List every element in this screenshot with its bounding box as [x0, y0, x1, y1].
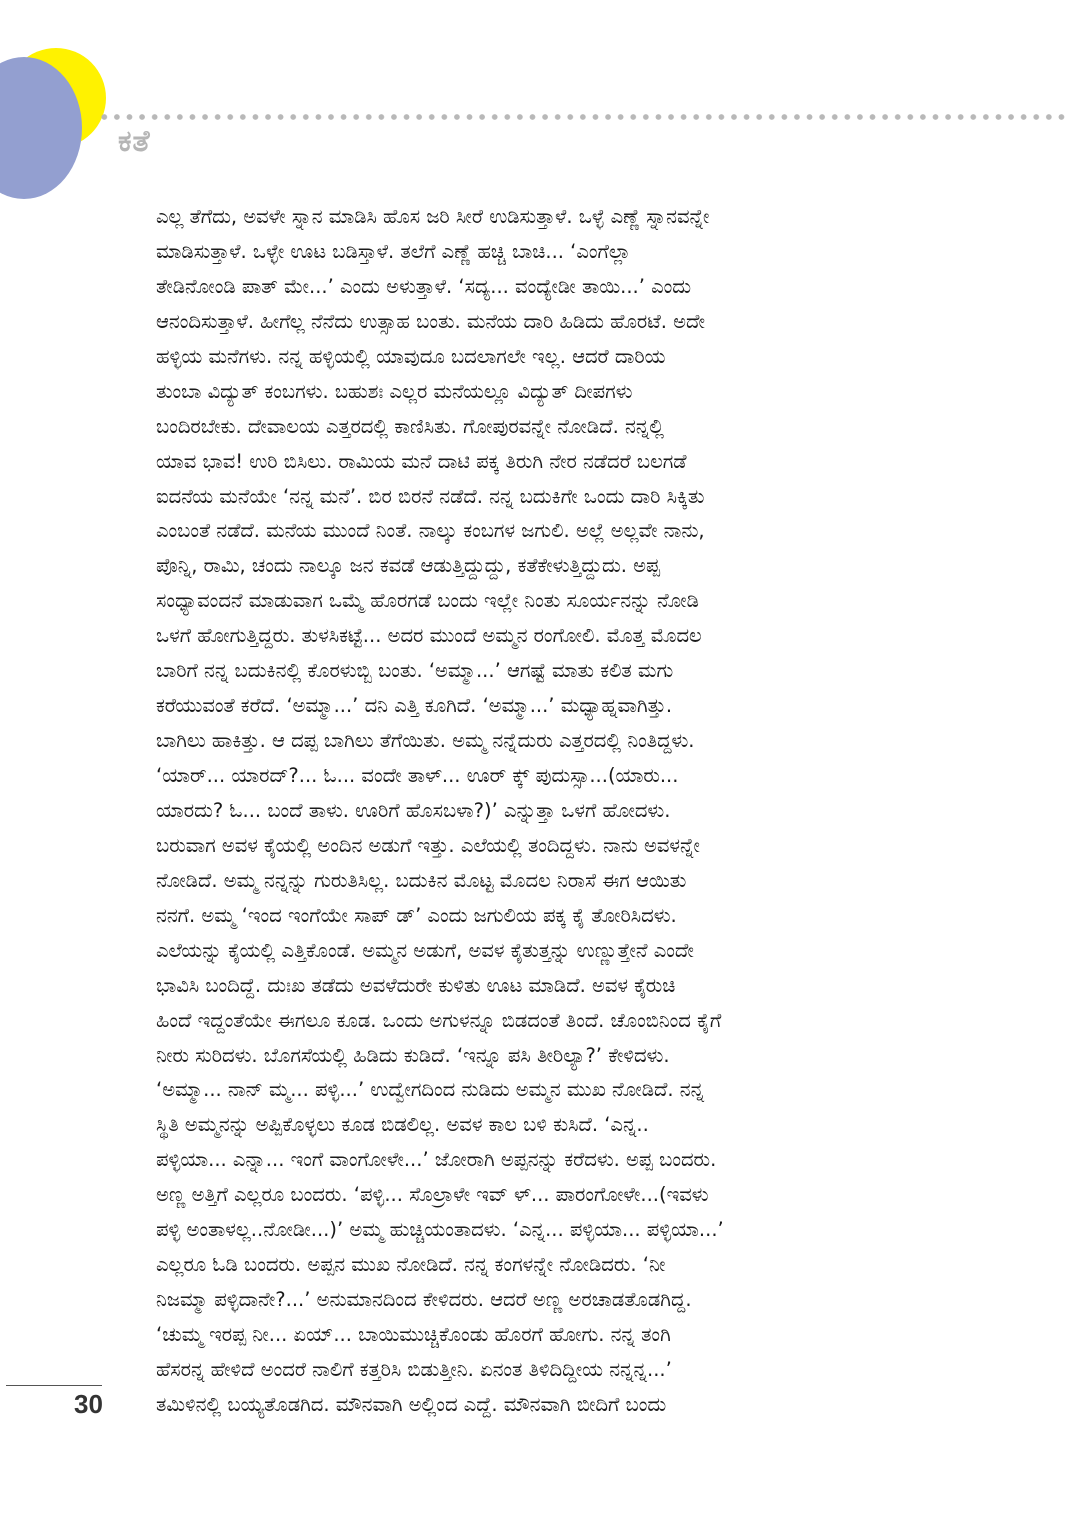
text-line: ಬಾರಿಗೆ ನನ್ನ ಬದುಕಿನಲ್ಲಿ ಕೊರಳುಬ್ಬಿ ಬಂತು. ‘ಅಮ್ಮಾ...’ ಆಗಷ್ಟೆ ಮಾತು ಕಲಿತ ಮಗು: [156, 659, 674, 683]
text-line: ಐದನೆಯ ಮನೆಯೇ ‘ನನ್ನ ಮನೆ’. ಬಿರ ಬಿರನೆ ನಡೆದೆ. ನನ್ನ ಬದುಕಿಗೇ ಒಂದು ದಾರಿ ಸಿಕ್ಕಿತು: [156, 484, 705, 508]
dotted-header-rule: [98, 113, 1066, 121]
text-line: ಸಂಧ್ಯಾವಂದನೆ ಮಾಡುವಾಗ ಒಮ್ಮೆ ಹೊರಗಡೆ ಬಂದು ಇಲ್ಲೇ ನಿಂತು ಸೂರ್ಯನನ್ನು ನೋಡಿ: [156, 589, 699, 613]
text-line: ಪೊನ್ನಿ, ರಾಮಿ, ಚಂದು ನಾಲ್ಕೂ ಜನ ಕವಡೆ ಆಡುತ್ತಿದ್ದುದ್ದು, ಕತೆಕೇಳುತ್ತಿದ್ದುದು. ಅಪ್ಪ: [156, 554, 661, 578]
text-line: ಮಾಡಿಸುತ್ತಾಳೆ. ಒಳ್ಳೇ ಊಟ ಬಡಿಸ್ತಾಳೆ. ತಲೆಗೆ ಎಣ್ಣೆ ಹಚ್ಚಿ ಬಾಚಿ... ‘ಎಂಗೆಲ್ಲಾ: [156, 239, 631, 263]
section-label: ಕತೆ: [118, 124, 151, 159]
text-line: ಎಲೆಯನ್ನು ಕೈಯಲ್ಲಿ ಎತ್ತಿಕೊಂಡೆ. ಅಮ್ಮನ ಅಡುಗೆ, ಅವಳ ಕೈತುತ್ತನ್ನು ಉಣ್ಣುತ್ತೇನೆ ಎಂದೇ: [156, 938, 694, 962]
text-line: ಸ್ಥಿತಿ ಅಮ್ಮನನ್ನು ಅಪ್ಪಿಕೊಳ್ಳಲು ಕೂಡ ಬಿಡಲಿಲ್ಲ. ಅವಳ ಕಾಲ ಬಳಿ ಕುಸಿದೆ. ‘ಎನ್ನ..: [156, 1113, 649, 1137]
text-line: ಬಂದಿರಬೇಕು. ದೇವಾಲಯ ಎತ್ತರದಲ್ಲಿ ಕಾಣಿಸಿತು. ಗೋಪುರವನ್ನೇ ನೋಡಿದೆ. ನನ್ನಲ್ಲಿ: [156, 414, 665, 438]
text-line: ನೋಡಿದೆ. ಅಮ್ಮ ನನ್ನನ್ನು ಗುರುತಿಸಿಲ್ಲ. ಬದುಕಿನ ಮೊಟ್ಟ ಮೊದಲ ನಿರಾಸೆ ಈಗ ಆಯಿತು: [156, 868, 687, 892]
text-line: ನಿಜಮ್ಮಾ ಪಳ್ಳಿದಾನೇ?...’ ಅನುಮಾನದಿಂದ ಕೇಳಿದರು. ಆದರೆ ಅಣ್ಣ ಅರಚಾಡತೊಡಗಿದ್ದ.: [156, 1288, 692, 1312]
footer-rule: [6, 1385, 102, 1386]
text-line: ಎಲ್ಲರೂ ಓಡಿ ಬಂದರು. ಅಪ್ಪನ ಮುಖ ನೋಡಿದೆ. ನನ್ನ ಕಂಗಳನ್ನೇ ನೋಡಿದರು. ‘ನೀ: [156, 1253, 666, 1277]
text-line: ಅಣ್ಣ ಅತ್ತಿಗೆ ಎಲ್ಲರೂ ಬಂದರು. ‘ಪಳ್ಳಿ... ಸೊಲ್ರಾಳೇ ಇವ್ ಳ್... ಪಾರಂಗೋಳೇ...(ಇವಳು: [156, 1183, 709, 1207]
text-line: ಪಳ್ಳಿ ಅಂತಾಳಲ್ಲ..ನೋಡೀ...)’ ಅಮ್ಮ ಹುಚ್ಚಿಯಂತಾದಳು. ‘ಎನ್ನ... ಪಳ್ಳಿಯಾ... ಪಳ್ಳಿಯಾ...’: [156, 1218, 724, 1242]
text-line: ಹಳ್ಳಿಯ ಮನೆಗಳು. ನನ್ನ ಹಳ್ಳಿಯಲ್ಲಿ ಯಾವುದೂ ಬದಲಾಗಲೇ ಇಲ್ಲ. ಆದರೆ ದಾರಿಯ: [156, 344, 666, 368]
text-line: ಕರೆಯುವಂತೆ ಕರೆದೆ. ‘ಅಮ್ಮಾ...’ ದನಿ ಎತ್ತಿ ಕೂಗಿದೆ. ‘ಅಮ್ಮಾ...’ ಮಧ್ಯಾಹ್ನವಾಗಿತ್ತು.: [156, 694, 673, 718]
text-line: ಬಾಗಿಲು ಹಾಕಿತ್ತು. ಆ ದಪ್ಪ ಬಾಗಿಲು ತೆಗೆಯಿತು. ಅಮ್ಮ ನನ್ನೆದುರು ಎತ್ತರದಲ್ಲಿ ನಿಂತಿದ್ದಳು.: [156, 729, 695, 753]
text-line: ಎಲ್ಲ ತೆಗೆದು, ಅವಳೇ ಸ್ನಾನ ಮಾಡಿಸಿ ಹೊಸ ಜರಿ ಸೀರೆ ಉಡಿಸುತ್ತಾಳೆ. ಒಳ್ಳೆ ಎಣ್ಣೆ ಸ್ನಾನವನ್ನೇ: [156, 205, 710, 228]
text-line: ಹೆಸರನ್ನ ಹೇಳಿದೆ ಅಂದರೆ ನಾಲಿಗೆ ಕತ್ತರಿಸಿ ಬಿಡುತ್ತೀನಿ. ಏನಂತ ತಿಳಿದಿದ್ದೀಯ ನನ್ನನ್ನ...’: [156, 1357, 672, 1381]
text-line: ‘ಯಾರ್... ಯಾರದ್?... ಓ... ವಂದೇ ತಾಳ್... ಊರ್ ಕ್ಕ್ ಪುದುಸ್ಸಾ...(ಯಾರು...: [156, 764, 679, 787]
text-line: ಯಾರದು? ಓ... ಬಂದೆ ತಾಳು. ಊರಿಗೆ ಹೊಸಬಳಾ?)’ ಎನ್ನುತ್ತಾ ಒಳಗೆ ಹೋದಳು.: [156, 798, 671, 822]
text-line: ತುಂಬಾ ವಿದ್ಯುತ್ ಕಂಬಗಳು. ಬಹುಶಃ ಎಲ್ಲರ ಮನೆಯಲ್ಲೂ ವಿದ್ಯುತ್ ದೀಪಗಳು: [156, 379, 633, 403]
text-line: ನನಗೆ. ಅಮ್ಮ ‘ಇಂದ ಇಂಗೆಯೇ ಸಾಪ್ ಡ್’ ಎಂದು ಜಗುಲಿಯ ಪಕ್ಕ ಕೈ ತೋರಿಸಿದಳು.: [156, 903, 677, 927]
text-line: ಹಿಂದೆ ಇದ್ದಂತೆಯೇ ಈಗಲೂ ಕೂಡ. ಒಂದು ಅಗುಳನ್ನೂ ಬಿಡದಂತೆ ತಿಂದೆ. ಚೊಂಬಿನಿಂದ ಕೈಗೆ: [156, 1008, 722, 1032]
text-line: ನೀರು ಸುರಿದಳು. ಬೊಗಸೆಯಲ್ಲಿ ಹಿಡಿದು ಕುಡಿದೆ. ‘ಇನ್ನೂ ಪಸಿ ತೀರಿಲ್ಯಾ?’ ಕೇಳಿದಳು.: [156, 1043, 670, 1067]
text-line: ತೇಡಿನೋಂಡಿ ಪಾತ್ ಮೇ...’ ಎಂದು ಅಳುತ್ತಾಳೆ. ‘ಸದ್ಯ... ವಂದ್ಯೇಡೀ ತಾಯಿ...’ ಎಂದು: [156, 274, 692, 298]
text-line: ಪಳ್ಳಿಯಾ... ಎನ್ನಾ... ಇಂಗೆ ವಾಂಗೋಳೇ...’ ಜೋರಾಗಿ ಅಪ್ಪನನ್ನು ಕರೆದಳು. ಅಪ್ಪ ಬಂದರು.: [156, 1148, 717, 1172]
text-line: ಒಳಗೆ ಹೋಗುತ್ತಿದ್ದರು. ತುಳಸಿಕಟ್ಟೆ... ಅದರ ಮುಂದೆ ಅಮ್ಮನ ರಂಗೋಲಿ. ಮೊತ್ತ ಮೊದಲ: [156, 624, 702, 648]
text-line: ‘ಅಮ್ಮಾ... ನಾನ್ ಮ್ಮ... ಪಳ್ಳಿ...’ ಉದ್ವೇಗದಿಂದ ನುಡಿದು ಅಮ್ಮನ ಮುಖ ನೋಡಿದೆ. ನನ್ನ: [156, 1078, 705, 1102]
text-line: ಆನಂದಿಸುತ್ತಾಳೆ. ಹೀಗೆಲ್ಲ ನೆನೆದು ಉತ್ಸಾಹ ಬಂತು. ಮನೆಯ ದಾರಿ ಹಿಡಿದು ಹೊರಟೆ. ಅದೇ: [156, 309, 706, 333]
page-number: 30: [74, 1389, 103, 1419]
text-line: ಎಂಬಂತೆ ನಡೆದೆ. ಮನೆಯ ಮುಂದೆ ನಿಂತೆ. ನಾಲ್ಕು ಕಂಬಗಳ ಜಗುಲಿ. ಅಲ್ಲೆ ಅಲ್ಲವೇ ನಾನು,: [156, 519, 705, 543]
story-body-text: [156, 200, 916, 1423]
text-line: ಯಾವ ಭಾವ! ಉರಿ ಬಿಸಿಲು. ರಾಮಿಯ ಮನೆ ದಾಟಿ ಪಕ್ಕ ತಿರುಗಿ ನೇರ ನಡೆದರೆ ಬಲಗಡೆ: [156, 449, 687, 473]
text-line: ಬರುವಾಗ ಅವಳ ಕೈಯಲ್ಲಿ ಅಂದಿನ ಅಡುಗೆ ಇತ್ತು. ಎಲೆಯಲ್ಲಿ ತಂದಿದ್ದಳು. ನಾನು ಅವಳನ್ನೇ: [156, 833, 700, 857]
text-line: ಭಾವಿಸಿ ಬಂದಿದ್ದೆ. ದುಃಖ ತಡೆದು ಅವಳೆದುರೇ ಕುಳಿತು ಊಟ ಮಾಡಿದೆ. ಅವಳ ಕೈರುಚಿ: [156, 973, 676, 997]
text-line: ‘ಚುಮ್ಮ ಇರಪ್ಪ ನೀ... ಏಯ್... ಬಾಯಿಮುಚ್ಚಿಕೊಂಡು ಹೊರಗೆ ಹೋಗು. ನನ್ನ ತಂಗಿ: [156, 1323, 671, 1346]
text-line: ತಮಿಳಿನಲ್ಲಿ ಬಯ್ಯತೊಡಗಿದ. ಮೌನವಾಗಿ ಅಲ್ಲಿಂದ ಎದ್ದೆ. ಮೌನವಾಗಿ ಬೀದಿಗೆ ಬಂದು: [156, 1392, 667, 1416]
